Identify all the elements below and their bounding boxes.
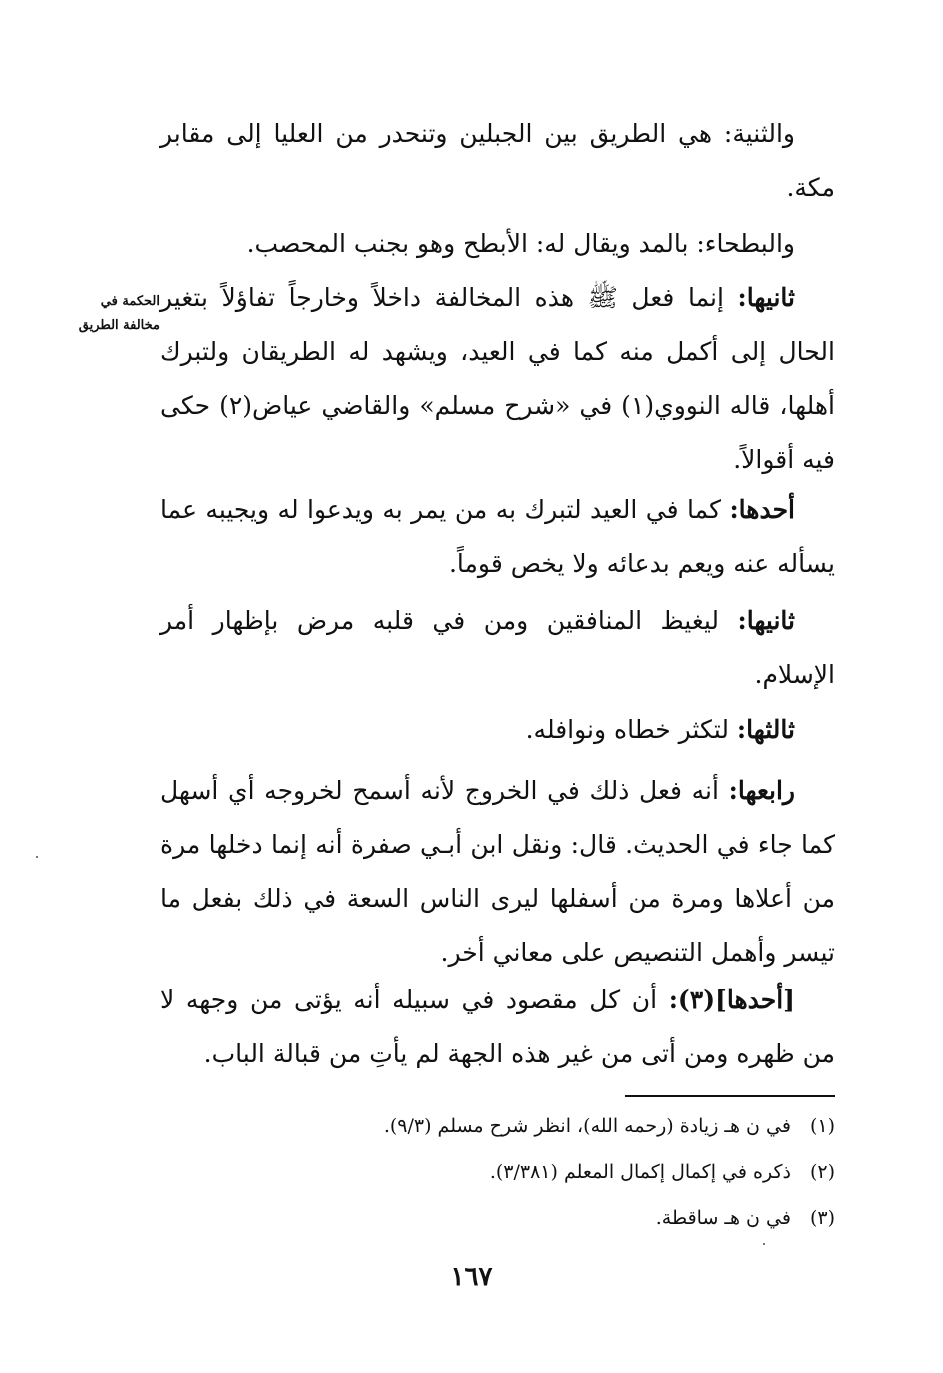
paragraph-6	[160, 703, 835, 757]
scan-speck	[36, 856, 38, 858]
paragraph-7	[160, 764, 835, 980]
paragraph-4	[160, 483, 835, 591]
footnote-3	[300, 1195, 835, 1241]
paragraph-text: إنما فعل ﷺ هذه المخالفة داخلاً وخارجاً تفاؤلاً بتغير الحال إلى أكمل منه كما في العيد، ويشهد له الطريقان ولتبرك أهلها، قاله النووي(١) في «شرح مسلم» والقاضي عياض(٢) حكى فيه أقوالاً.	[160, 283, 835, 474]
paragraph-lead: [أحدها](٣):	[668, 985, 795, 1014]
page-number: ١٦٧	[450, 1262, 493, 1292]
footnote-text: في ن هـ زيادة (رحمه الله)، انظر شرح مسلم (٩/٣).	[383, 1115, 791, 1137]
footnote-2	[300, 1149, 835, 1195]
scan-speck	[763, 1243, 765, 1245]
paragraph-lead: ثانيها:	[737, 606, 795, 635]
footnotes	[300, 1103, 835, 1241]
footnote-text: ذكره في إكمال إكمال المعلم (٣/٣٨١).	[489, 1161, 791, 1183]
paragraph-2	[160, 217, 835, 271]
paragraph-5	[160, 594, 835, 702]
paragraph-8	[160, 973, 835, 1081]
paragraph-lead: أحدها:	[729, 495, 795, 524]
footnote-separator	[625, 1095, 835, 1097]
footnote-number: (٣)	[809, 1207, 835, 1229]
footnote-number: (٢)	[809, 1161, 835, 1183]
paragraph-lead: ثالثها:	[736, 715, 795, 744]
paragraph-text: ليغيظ المنافقين ومن في قلبه مرض بإظهار أمر الإسلام.	[160, 606, 835, 689]
margin-note: الحكمة في مخالفة الطريق	[78, 294, 160, 333]
footnote-text: في ن هـ ساقطة.	[655, 1207, 791, 1229]
footnote-number: (١)	[809, 1115, 835, 1137]
paragraph-text: لتكثر خطاه ونوافله.	[525, 715, 737, 744]
paragraph-text: كما في العيد لتبرك به من يمر به ويدعوا له ويجيبه عما يسأله عنه ويعم بدعائه ولا يخص قوماً.	[160, 495, 835, 578]
paragraph-lead: رابعها:	[728, 776, 795, 805]
paragraph-3	[160, 271, 835, 487]
paragraph-lead: ثانيها:	[737, 283, 795, 312]
paragraph-text: والبطحاء: بالمد ويقال له: الأبطح وهو بجنب المحصب.	[246, 229, 795, 258]
paragraph-text: والثنية: هي الطريق بين الجبلين وتنحدر من العليا إلى مقابر مكة.	[160, 119, 835, 202]
footnote-1	[300, 1103, 835, 1149]
paragraph-text: أن كل مقصود في سبيله أنه يؤتى من وجهه لا من ظهره ومن أتى من غير هذه الجهة لم يأتِ من قبالة الباب.	[160, 985, 835, 1068]
paragraph-1	[160, 107, 835, 215]
paragraph-text: أنه فعل ذلك في الخروج لأنه أسمح لخروجه أي أسهل كما جاء في الحديث. قال: ونقل ابن أبـي صفرة أنه إنما دخلها مرة من أعلاها ومرة من أسفلها ليرى الناس السعة في ذلك بفعل ما تيسر وأهمل التنصيص على معاني أخر.	[160, 776, 835, 967]
